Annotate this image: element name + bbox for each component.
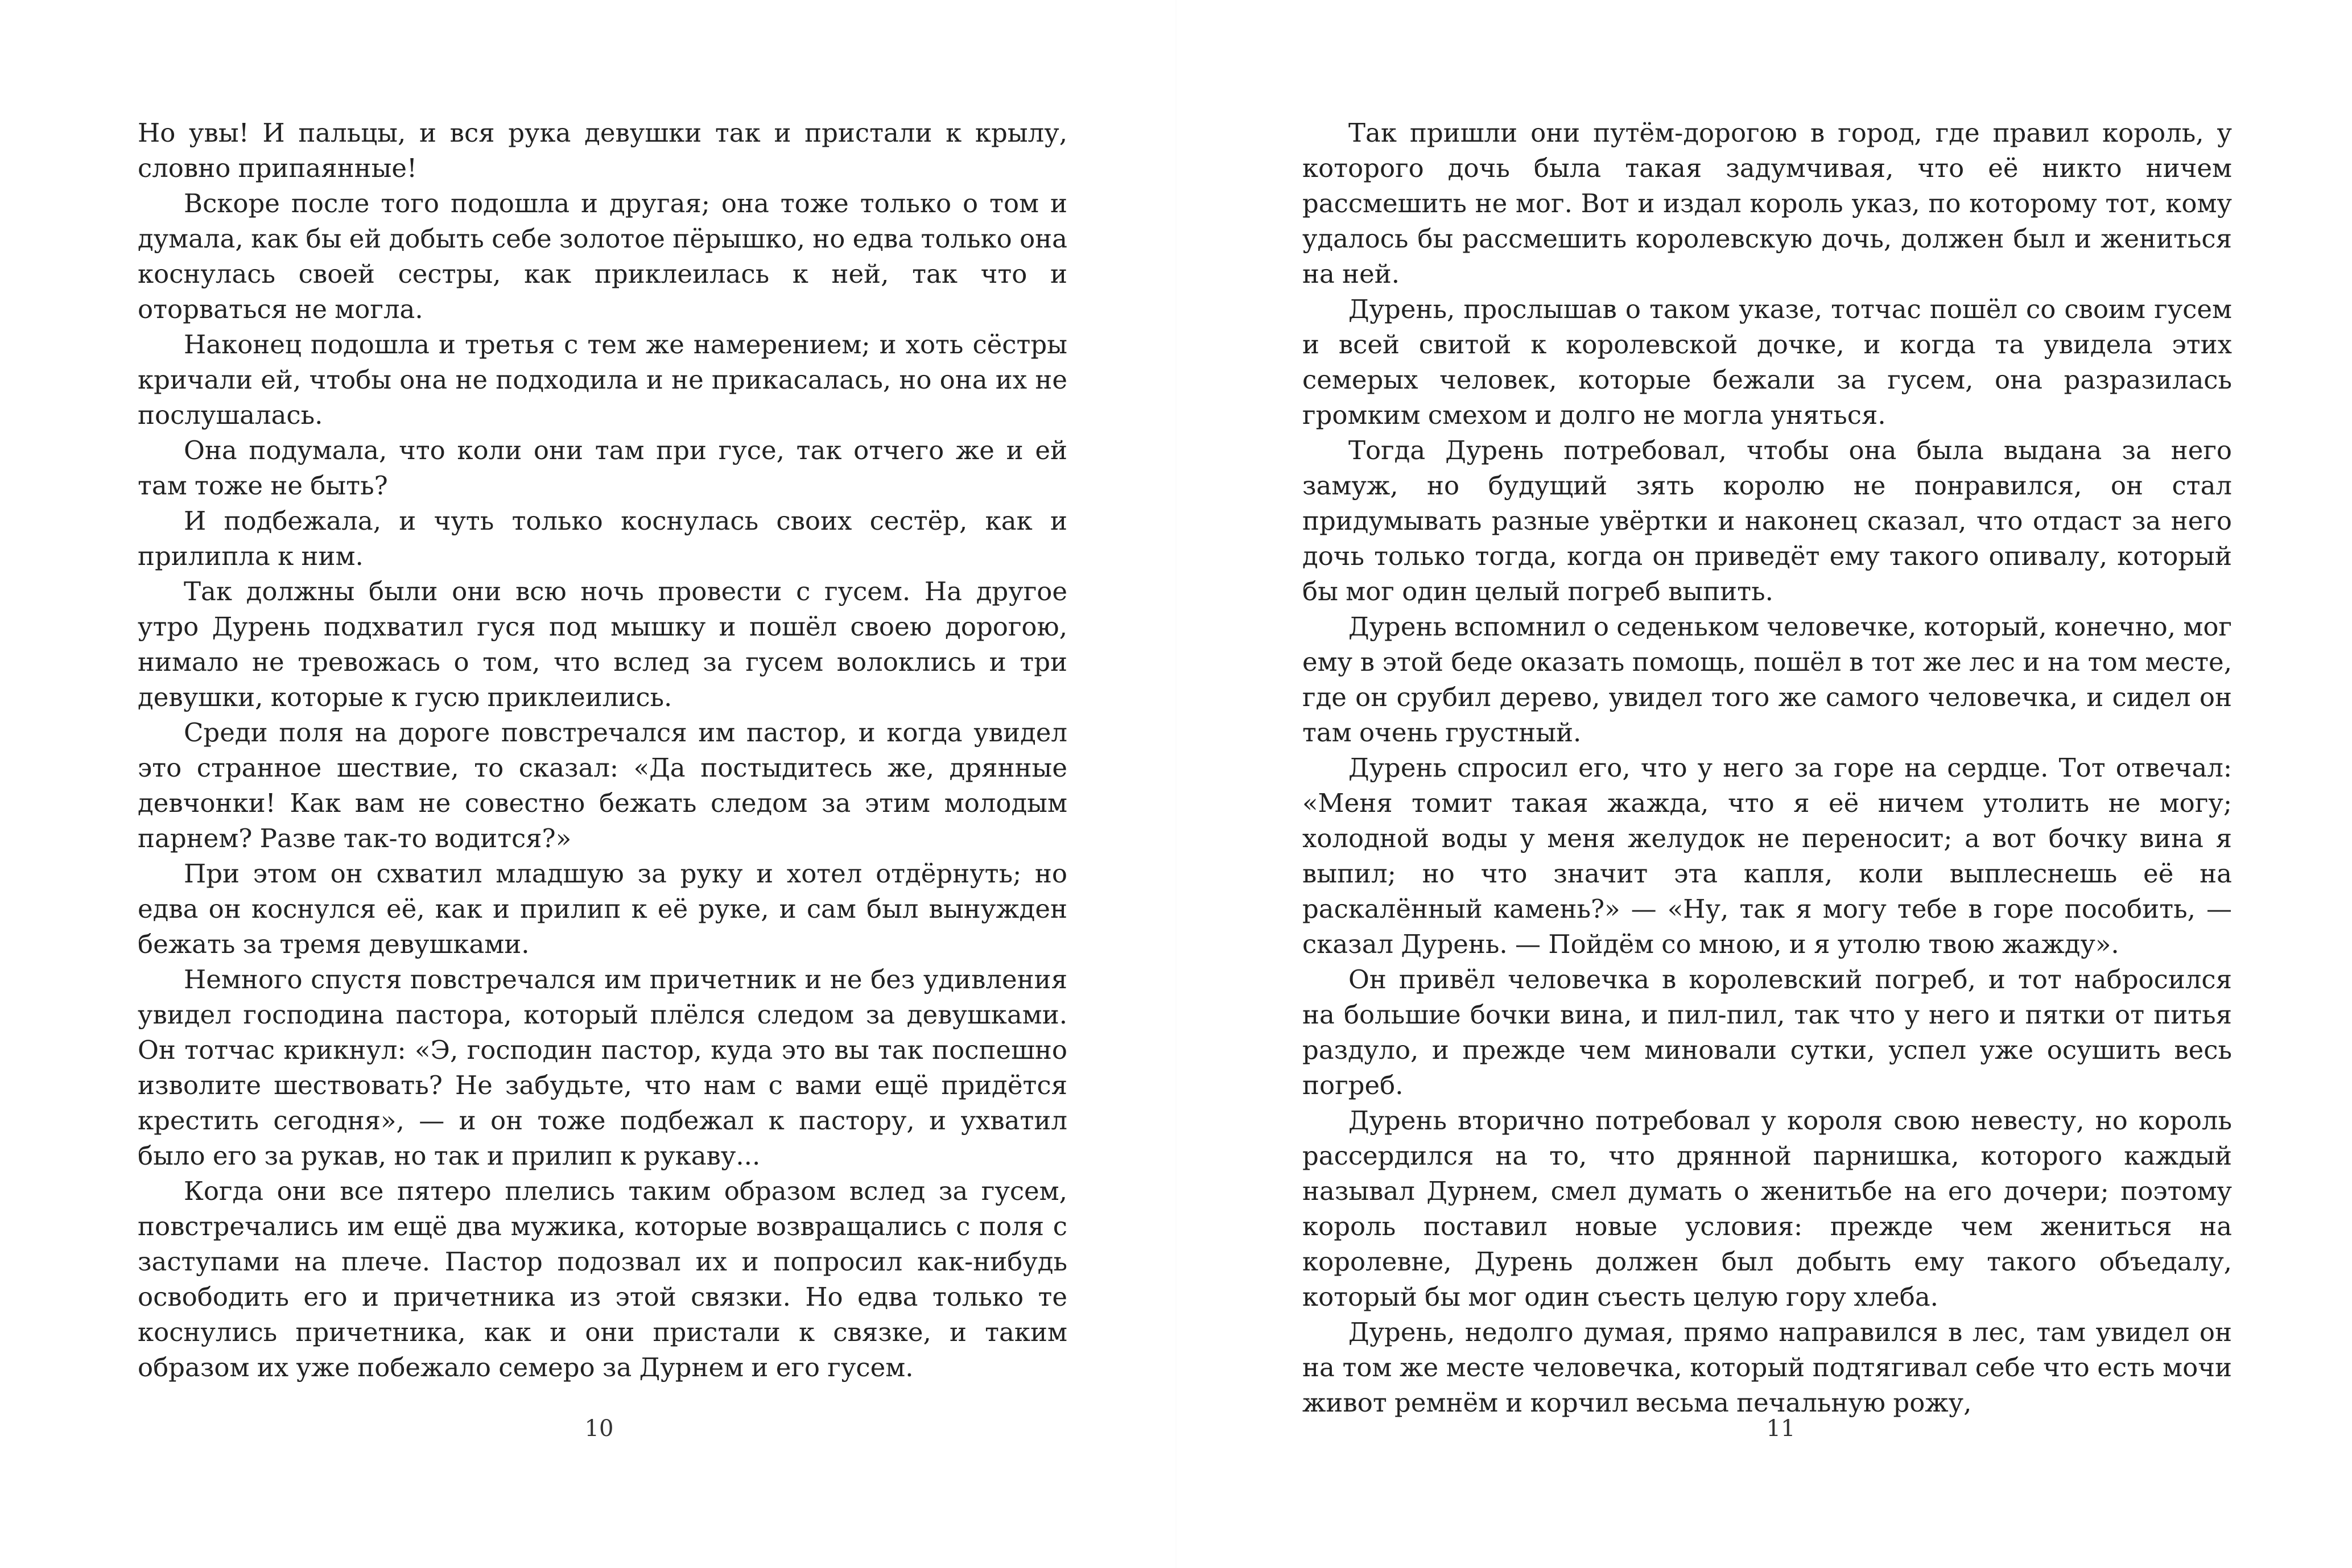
paragraph: Среди поля на дороге повстречался им пастор, и когда увидел это странное шествие, то сказал: «Да постыдитесь же, дрянные девчонки! Как вам не совестно бежать следом за этим молодым парнем? Разве так-то водится?» — [138, 717, 1067, 853]
paragraph: Наконец подошла и третья с тем же намерением; и хоть сёстры кричали ей, чтобы она не подходила и не прикасалась, но она их не послушалась. — [138, 329, 1067, 430]
paragraph: Когда они все пятеро плелись таким образом вслед за гусем, повстречались им ещё два мужика, которые возвращались с поля с заступами на плече. Пастор подозвал их и попросил как-нибудь освободить его и причетника из этой связки. Но едва только те коснулись причетника, как и они пристали к связке, и таким образом их уже побежало семеро за Дурнем и его гусем. — [138, 1176, 1067, 1383]
paragraph: Так должны были они всю ночь провести с гусем. На другое утро Дурень подхватил гуся под мышку и пошёл своею дорогою, нимало не тревожась о том, что вслед за гусем волоклись и три девушки, которые к гусю приклеились. — [138, 576, 1067, 712]
paragraph: Он привёл человечка в королевский погреб, и тот набросился на большие бочки вина, и пил-пил, так что у него и пятки от питья раздуло, и прежде чем миновали сутки, успел уже осушить весь погреб. — [1302, 964, 2232, 1100]
paragraph: Дурень, недолго думая, прямо направился в лес, там увидел он на том же месте человечка, который подтягивал себе что есть мочи живот ремнём и корчил весьма печальную рожу, — [1302, 1317, 2232, 1418]
paragraph: И подбежала, и чуть только коснулась своих сестёр, как и прилипла к ним. — [138, 506, 1067, 571]
paragraph: Дурень, прослышав о таком указе, тотчас пошёл со своим гусем и всей свитой к королевской дочке, и когда та увидела этих семерых человек, которые бежали за гусем, она разразилась громким смехом и долго не могла уняться. — [1302, 294, 2232, 430]
paragraph: Тогда Дурень потребовал, чтобы она была выдана за него замуж, но будущий зять королю не понравился, он стал придумывать разные увёртки и наконец сказал, что отдаст за него дочь только тогда, когда он приведёт ему такого опивалу, который бы мог один целый погреб выпить. — [1302, 435, 2232, 606]
left-page-text — [138, 115, 1067, 1385]
right-page — [1176, 0, 2352, 1568]
paragraph: Дурень спросил его, что у него за горе на сердце. Тот отвечал: «Меня томит такая жажда, что я её ничем утолить не могу; холодной воды у меня желудок не переносит; а вот бочку вина я выпил; но что значит эта капля, коли выплеснешь её на раскалённый камень?» — «Ну, так я могу тебе в горе пособить, — сказал Дурень. — Пойдём со мною, и я утолю твою жажду». — [1302, 753, 2232, 959]
page-number: 11 — [1766, 1416, 1796, 1442]
paragraph: Но увы! И пальцы, и вся рука девушки так и пристали к крылу, словно припаянные! — [138, 118, 1067, 183]
paragraph: Немного спустя повстречался им причетник и не без удивления увидел господина пастора, который плёлся следом за девушками. Он тотчас крикнул: «Э, господин пастор, куда это вы так поспешно изволите шествовать? Не забудьте, что нам с вами ещё придётся крестить сегодня», — и он тоже подбежал к пастору, и ухватил было его за рукав, но так и прилип к рукаву... — [138, 964, 1067, 1171]
paragraph: При этом он схватил младшую за руку и хотел отдёрнуть; но едва он коснулся её, как и прилип к её руке, и сам был вынужден бежать за тремя девушками. — [138, 859, 1067, 959]
paragraph: Так пришли они путём-дорогою в город, где правил король, у которого дочь была такая задумчивая, что её никто ничем рассмешить не мог. Вот и издал король указ, по которому тот, кому удалось бы рассмешить королевскую дочь, должен был и жениться на ней. — [1302, 118, 2232, 289]
page-number: 10 — [584, 1416, 614, 1442]
paragraph: Она подумала, что коли они там при гусе, так отчего же и ей там тоже не быть? — [138, 435, 1067, 501]
paragraph: Дурень вспомнил о седеньком человечке, который, конечно, мог ему в этой беде оказать помощь, пошёл в тот же лес и на том месте, где он срубил дерево, увидел того же самого человечка, и сидел он там очень грустный. — [1302, 612, 2232, 748]
paragraph: Вскоре после того подошла и другая; она тоже только о том и думала, как бы ей добыть себе золотое пёрышко, но едва только она коснулась своей сестры, как приклеилась к ней, так что и оторваться не могла. — [138, 188, 1067, 324]
paragraph: Дурень вторично потребовал у короля свою невесту, но король рассердился на то, что дрянной парнишка, которого каждый называл Дурнем, смел думать о женитьбе на его дочери; поэтому король поставил новые условия: прежде чем жениться на королевне, Дурень должен был добыть ему такого объедалу, который бы мог один съесть целую гору хлеба. — [1302, 1105, 2232, 1312]
right-page-text — [1302, 115, 2232, 1421]
